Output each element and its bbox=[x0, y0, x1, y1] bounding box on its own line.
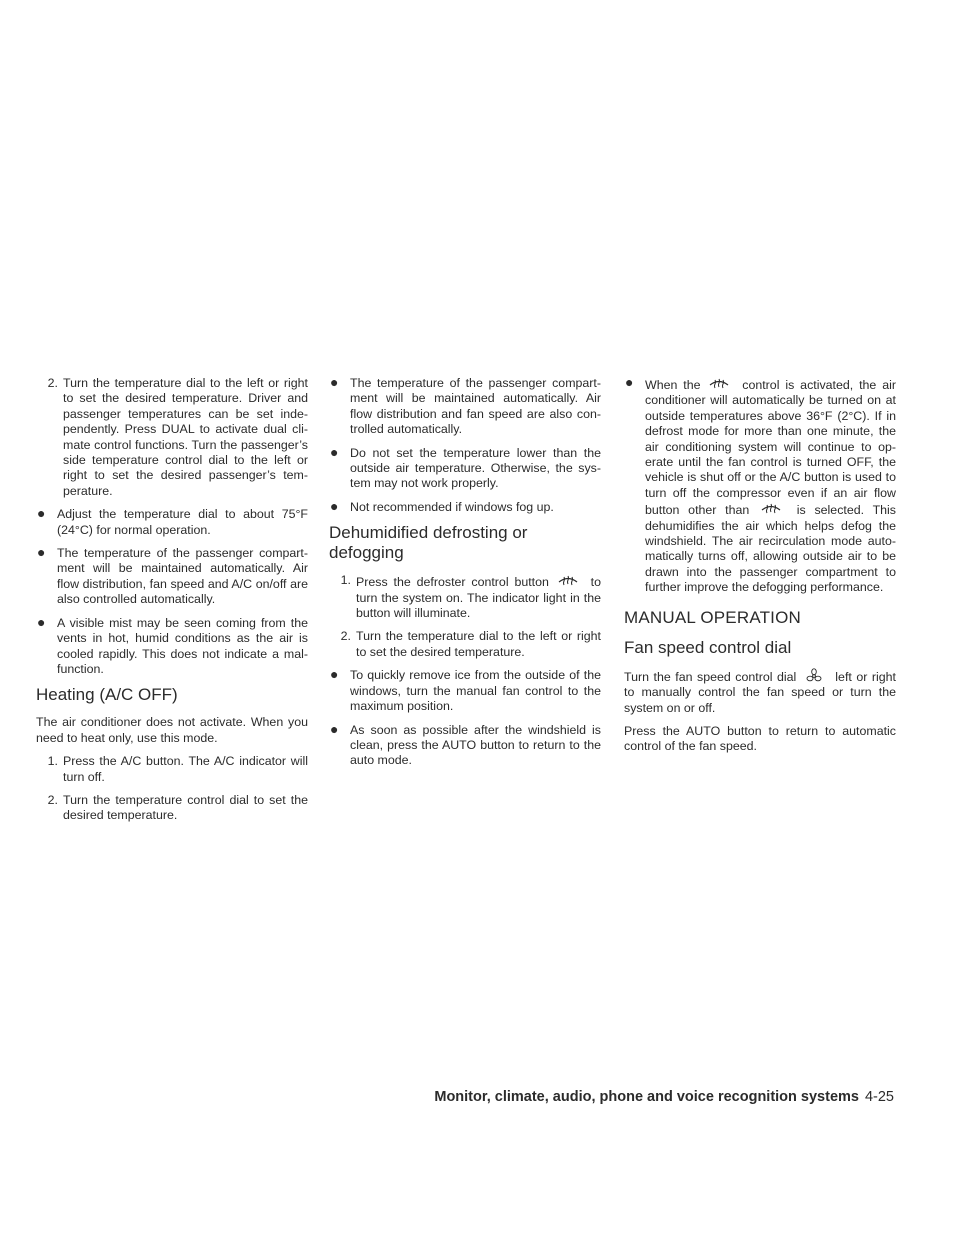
bullet-item bbox=[329, 376, 601, 438]
bullet-icon: ● bbox=[330, 666, 339, 683]
step-number: 1. bbox=[340, 573, 351, 588]
bullet-text: To quickly remove ice from the outside of the windows, turn the manual fan control to the maximum position. bbox=[350, 668, 601, 714]
footer-section-title: Monitor, climate, audio, phone and voice recognition systems bbox=[434, 1089, 859, 1105]
step-number: 2. bbox=[47, 792, 58, 807]
para-text: Turn the fan speed control dial bbox=[624, 669, 797, 684]
step-2 bbox=[36, 376, 308, 499]
step-text: Turn the temperature control dial to set the desired temperature. bbox=[63, 792, 308, 823]
bullet-item bbox=[36, 546, 308, 608]
defroster-icon bbox=[760, 501, 782, 515]
defrost-step-2 bbox=[329, 629, 601, 660]
column-middle bbox=[329, 376, 601, 777]
bullet-icon: ● bbox=[330, 374, 339, 390]
bullet-text: A visible mist may be seen coming from the vents in hot, humid conditions as the air is cooled rapidly. This does not indicate a mal- function. bbox=[57, 615, 308, 676]
heating-step-1 bbox=[36, 754, 308, 785]
bullet-text: Not recommended if windows fog up. bbox=[350, 499, 554, 514]
step-text-cont: to turn the system on. The indicator light in the button will illuminate. bbox=[356, 575, 601, 621]
bullet-text-cont: control is activated, the air conditioner will automatically be turned on at outside temperatures above 36°F (2°C). If in defrost mode for more than one minute, the air conditioning system will continue to op- erate until the fan control is turned OFF, the vehicle is shut off or the A/C button is used to turn off the compressor even if an air flow button other than bbox=[645, 378, 896, 518]
page-footer bbox=[434, 1089, 894, 1105]
step-text: Press the defroster control button bbox=[356, 575, 549, 590]
step-number: 1. bbox=[47, 754, 58, 769]
bullet-icon: ● bbox=[37, 613, 46, 630]
bullet-item bbox=[36, 507, 308, 538]
bullet-item bbox=[36, 613, 308, 678]
heating-step-2 bbox=[36, 793, 308, 824]
defroster-icon bbox=[708, 376, 730, 390]
bullet-text: Adjust the temperature dial to about 75°F (24°C) for normal operation. bbox=[57, 507, 308, 537]
bullet-item bbox=[329, 497, 601, 515]
bullet-item bbox=[329, 720, 601, 769]
bullet-text: When the bbox=[645, 378, 701, 392]
bullet-icon: ● bbox=[37, 544, 46, 561]
bullet-icon: ● bbox=[330, 720, 339, 737]
heading-fan-speed: Fan speed control dial bbox=[624, 637, 792, 657]
step-text: Turn the temperature dial to the left or right to set the desired temperature. bbox=[356, 629, 601, 659]
heading-manual-operation: MANUAL OPERATION bbox=[624, 607, 802, 627]
bullet-icon: ● bbox=[37, 505, 46, 522]
fan-paragraph-2: Press the AUTO button to return to automatic control of the fan speed. bbox=[624, 723, 896, 754]
bullet-text: The temperature of the passenger compart- ment will be maintained automatically. Air flow distribution, fan speed and A/C on/off are also controlled automatically. bbox=[57, 546, 308, 607]
fan-icon bbox=[803, 668, 825, 682]
step-number: 2. bbox=[340, 629, 351, 644]
bullet-text-end: is selected. This dehumidifies the air which helps defog the windshield. The air recirculation mode auto- matically turns off, allowing outside air to be drawn into the passenger compartment to further improve the defogging performance. bbox=[645, 503, 896, 595]
bullet-text: The temperature of the passenger compart- ment will be maintained automatically. Air flow distribution and fan speed are also con- trolled automatically. bbox=[350, 376, 601, 437]
heating-intro: The air conditioner does not activate. When you need to heat only, use this mode. bbox=[36, 715, 308, 745]
fan-paragraph bbox=[624, 668, 896, 716]
bullet-text: Do not set the temperature lower than the outside air temperature. Otherwise, the sys- tem may not work properly. bbox=[350, 445, 601, 491]
step-text: Turn the temperature dial to the left or right to set the desired temperature. Driver and passenger temperatures can be set inde- pendently. Press DUAL to activate dual cli- mate control functions. Turn the passenger’s side temperature control dial to the left or right to set the desired passenger’s tem- perature. bbox=[63, 376, 308, 498]
step-text: Press the A/C button. The A/C indicator will turn off. bbox=[63, 754, 308, 784]
bullet-icon: ● bbox=[625, 374, 634, 390]
bullet-item bbox=[329, 443, 601, 492]
bullet-text: As soon as possible after the windshield is clean, press the AUTO button to return to the auto mode. bbox=[350, 722, 601, 768]
bullet-icon: ● bbox=[330, 443, 339, 460]
heading-dehumidified: Dehumidified defrosting or defogging bbox=[329, 523, 528, 563]
column-right bbox=[624, 376, 896, 763]
defrost-step-1 bbox=[329, 573, 601, 621]
bullet-item bbox=[329, 668, 601, 714]
column-left bbox=[36, 376, 308, 832]
bullet-icon: ● bbox=[330, 497, 339, 514]
heading-heating: Heating (A/C OFF) bbox=[36, 685, 178, 705]
para-text-cont: left or right to manually control the fan speed or turn the system on or off. bbox=[624, 669, 896, 715]
bullet-item bbox=[624, 376, 896, 596]
step-number: 2. bbox=[47, 376, 58, 390]
page-number: 4-25 bbox=[864, 1089, 894, 1105]
defroster-icon bbox=[557, 573, 579, 587]
